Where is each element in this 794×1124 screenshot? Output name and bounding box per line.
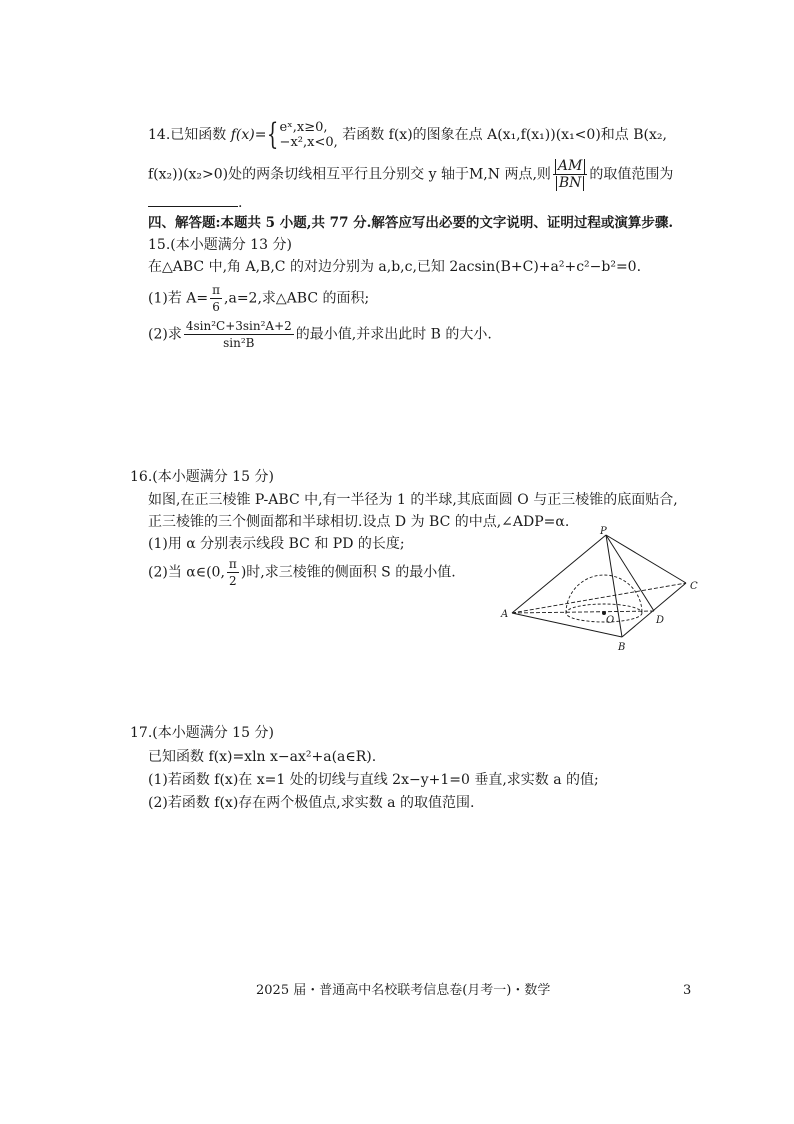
q16-p2-b: )时,求三棱锥的侧面积 S 的最小值. [240,564,456,581]
q15-part2 [148,318,492,354]
q14-brace: { [267,117,279,152]
pyramid-figure [496,525,716,655]
q16-line2: 正三棱锥的三个侧面都和半球相切.设点 D 为 BC 的中点,∠ADP=α. [148,514,570,530]
edge-bc [622,583,686,637]
q16-p2-den: 2 [229,574,237,588]
page-number: 3 [683,983,692,998]
q14-case1: eˣ,x≥0, [279,120,328,135]
q17-header: 17.(本小题满分 15 分) [130,725,274,741]
q16-header: 16.(本小题满分 15 分) [130,469,274,485]
q16-p2-frac [227,556,239,589]
q14-line3-end: . [238,195,243,211]
q15-p1-b: ,a=2,求△ABC 的面积; [224,290,370,307]
footer-title: 2025 届・普通高中名校联考信息卷(月考一)・数学 [256,983,551,998]
segment-ad [512,611,654,613]
segment-pd [606,535,654,611]
q16-p2-num: π [228,557,237,571]
label-d: D [656,615,665,626]
q16-part2 [148,556,456,592]
label-a: A [501,609,509,620]
q15-p1-den: 6 [212,300,220,314]
hemisphere-arc [566,575,642,613]
q16-line1: 如图,在正三棱锥 P-ABC 中,有一半径为 1 的半球,其底面圆 O 与正三棱锥的底面贴合, [148,492,678,508]
q14-line1 [148,117,667,160]
edge-ac [512,583,686,613]
q15-header: 15.(本小题满分 13 分) [148,237,292,253]
q15-part1 [148,282,369,318]
q14-line1-rest: 若函数 f(x)的图象在点 A(x₁,f(x₁))(x₁<0)和点 B(x₂, [342,127,667,143]
q14-cases [280,120,338,150]
edge-pa [512,535,606,613]
q14-prefix: 14.已知函数 [148,127,227,143]
q15-p2-den: sin²B [223,336,255,350]
q14-line2 [148,158,673,191]
q15-p2-a: (2)求 [148,326,182,343]
q14-ratio-den: BN [556,176,585,191]
q17-part2: (2)若函数 f(x)存在两个极值点,求实数 a 的取值范围. [148,795,475,811]
q14-line2-end: 的取值范围为 [589,166,674,183]
q15-p2-num: 4sin²C+3sin²A+2 [185,319,292,333]
q14-line2-start: f(x₂))(x₂>0)处的两条切线相互平行且分别交 y 轴于M,N 两点,则 [148,166,551,183]
label-o: O [606,615,615,626]
q14-ratio [553,158,587,191]
edge-pc [606,535,686,583]
section4-heading: 四、解答题:本题共 5 小题,共 77 分.解答应写出必要的文字说明、证明过程或演算步骤. [148,215,674,231]
q16-p2-a: (2)当 α∈(0, [148,564,225,581]
q15-p1-a: (1)若 A= [148,290,209,307]
q15-p1-frac [210,282,222,315]
q14-case2: −x²,x<0, [279,135,338,150]
q14-ratio-num: AM [555,159,585,174]
q15-stem: 在△ABC 中,角 A,B,C 的对边分别为 a,b,c,已知 2acsin(B+C)+a²+c²−b²=0. [148,259,642,275]
q17-part1: (1)若函数 f(x)在 x=1 处的切线与直线 2x−y+1=0 垂直,求实数 a 的值; [148,772,599,788]
label-c: C [690,581,698,592]
q14-answer-blank [148,192,238,207]
q14-line3 [148,192,242,212]
q14-func: f(x)= [230,127,267,143]
q16-part1: (1)用 α 分别表示线段 BC 和 PD 的长度; [148,536,405,552]
label-b: B [618,642,626,653]
q17-stem: 已知函数 f(x)=xln x−ax²+a(a∈R). [148,749,377,765]
q15-p2-frac [184,318,294,351]
q15-p2-b: 的最小值,并求出此时 B 的大小. [295,326,492,343]
q15-p1-num: π [212,283,221,297]
label-p: P [600,526,607,537]
